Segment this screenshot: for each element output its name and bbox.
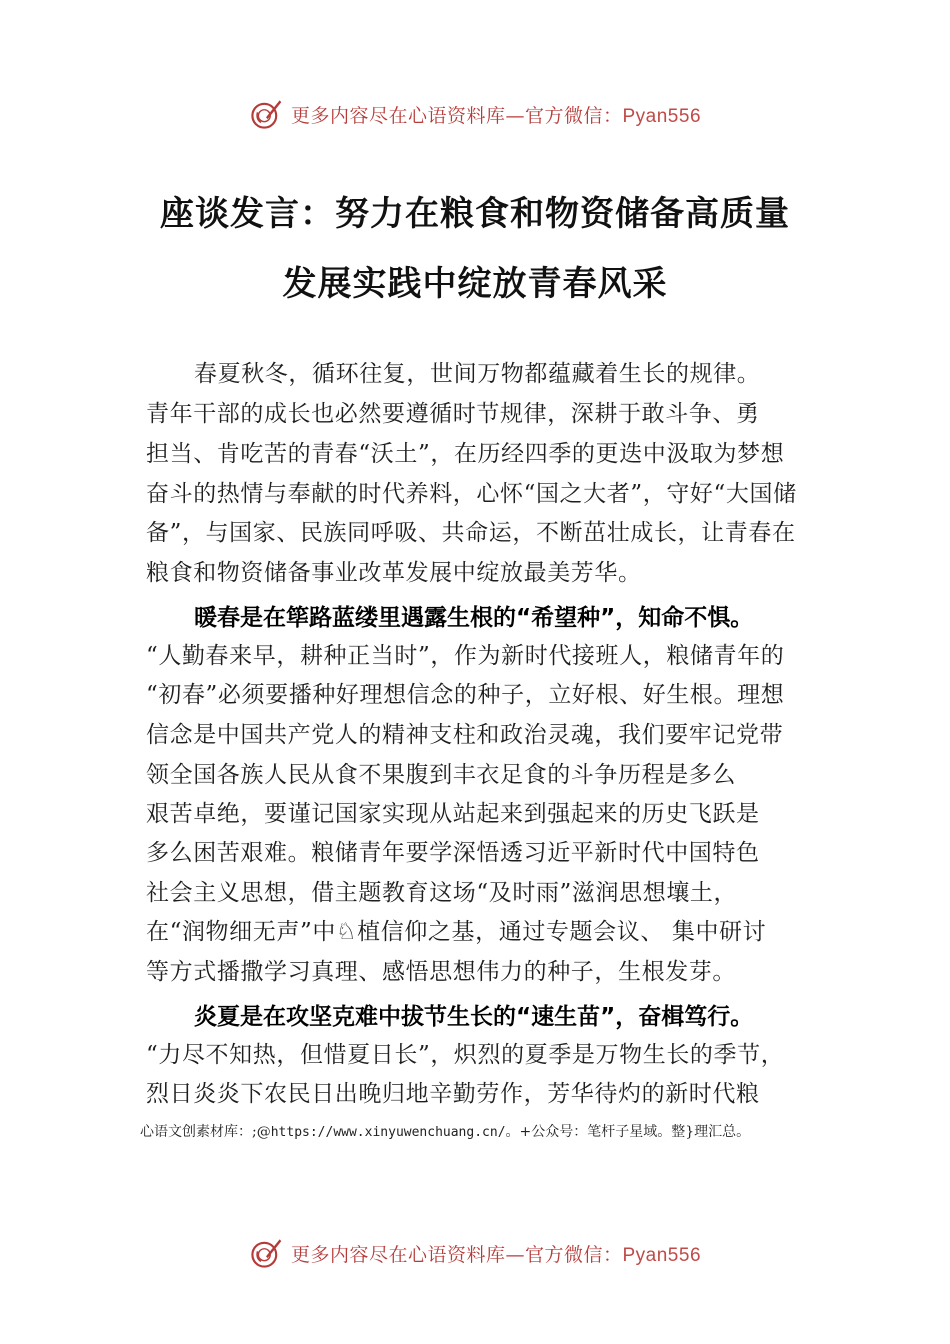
- header-banner-label: 更多内容尽在心语资料库—官方微信：: [290, 104, 623, 127]
- footer-banner-label: 更多内容尽在心语资料库—官方微信：: [290, 1243, 623, 1266]
- quill-seal-icon: [249, 1236, 283, 1270]
- paragraph-2-line: “初春”必须要播种好理想信念的种子，立好根、好生根。理想: [146, 682, 785, 708]
- document-title-line-1: 座谈发言：努力在粮食和物资储备高质量: [160, 194, 790, 234]
- footnote-suffix: 。+公众号：笔杆子星域。整}理汇总。: [505, 1124, 751, 1140]
- source-footnote: [140, 1121, 750, 1141]
- paragraph-2-line: 社会主义思想，借主题教育这场“及时雨”滋润思想壤土，: [146, 880, 738, 906]
- footnote-prefix: 心语文创素材库：;@: [140, 1124, 271, 1140]
- paragraph-3-line: 烈日炎炎下农民日出晚归地辛勤劳作，芳华待灼的新时代粮: [146, 1081, 760, 1107]
- header-banner: [0, 92, 950, 136]
- paragraph-1-line: 春夏秋冬，循环往复，世间万物都蕴藏着生长的规律。: [194, 361, 761, 387]
- header-wechat-id: Pyan556: [622, 105, 702, 127]
- paragraph-2-line: “人勤春来早，耕种正当时”，作为新时代接班人，粮储青年的: [146, 643, 785, 669]
- footer-banner: [0, 1231, 950, 1275]
- paragraph-2-line: 艰苦卓绝，要谨记国家实现从站起来到强起来的历史飞跃是: [146, 801, 760, 827]
- paragraph-2-line: 领全国各族人民从食不果腹到丰衣足食的斗争历程是多么: [146, 762, 736, 788]
- paragraph-3-line: “力尽不知热，但惜夏日长”，炽烈的夏季是万物生长的季节，: [146, 1042, 785, 1068]
- footer-wechat-id: Pyan556: [622, 1244, 702, 1266]
- footer-banner-text: [291, 1240, 701, 1267]
- paragraph-2-line: 在“润物细无声”中♘植信仰之基，通过专题会议、 集中研讨: [146, 919, 767, 945]
- document-title-line-2: 发展实践中绽放青春风采: [282, 264, 668, 304]
- paragraph-2-line: 等方式播撒学习真理、感悟思想伟力的种子，生根发芽。: [146, 959, 736, 985]
- paragraph-1-line: 担当、肯吃苦的青春“沃土”，在历经四季的更迭中汲取为梦想: [146, 441, 785, 467]
- paragraph-1-line: 青年干部的成长也必然要遵循时节规律，深耕于敢斗争、勇: [146, 401, 760, 427]
- paragraph-1-line: 备”，与国家、民族同呼吸、共命运，不断茁壮成长，让青春在: [146, 520, 796, 546]
- paragraph-1-line: 粮食和物资储备事业改革发展中绽放最美芳华。: [146, 560, 642, 586]
- paragraph-1-line: 奋斗的热情与奉献的时代养料，心怀“国之大者”，守好“大国储: [146, 481, 797, 507]
- quill-seal-icon: [249, 97, 283, 131]
- section-heading-spring: 暖春是在筚路蓝缕里遇露生根的“希望种”，知命不惧。: [194, 605, 754, 631]
- footnote-url-link[interactable]: https://www.xinyuwenchuang.cn/: [270, 1125, 506, 1140]
- paragraph-2-line: 信念是中国共产党人的精神支柱和政治灵魂，我们要牢记党带: [146, 722, 784, 748]
- header-banner-text: [291, 101, 701, 128]
- paragraph-2-line: 多么困苦艰难。粮储青年要学深悟透习近平新时代中国特色: [146, 840, 760, 866]
- section-heading-summer: 炎夏是在攻坚克难中拔节生长的“速生苗”，奋楫笃行。: [194, 1004, 754, 1030]
